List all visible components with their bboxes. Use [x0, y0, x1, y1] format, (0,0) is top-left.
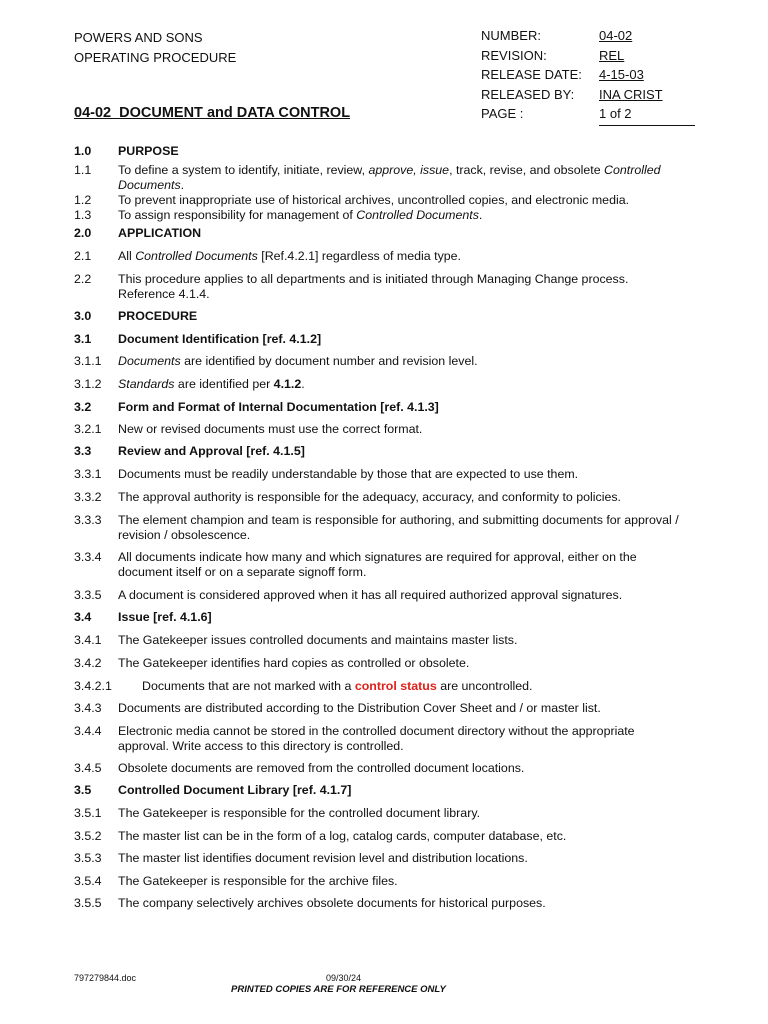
clause-number: 3.4.3: [74, 701, 102, 715]
text-line: All documents indicate how many and which signatures are required for approval, either on the: [118, 550, 637, 564]
text-run: are identified per: [174, 377, 274, 391]
clause-number: 1.3: [74, 208, 92, 222]
clause-text: The company selectively archives obsolete documents for historical purposes.: [118, 896, 546, 910]
release-date-value: 4-15-03: [599, 67, 644, 83]
header-left: [74, 28, 236, 68]
section-title: PROCEDURE: [118, 309, 198, 323]
text-run: To assign responsibility for management of: [118, 208, 357, 222]
text-run-bold: 4.1.2: [273, 377, 302, 391]
clause-number: 1.1: [74, 163, 92, 177]
subsection-number: 3.1: [74, 332, 92, 346]
clause-number: 3.5.3: [74, 851, 102, 865]
number-value: 04-02: [599, 28, 633, 43]
text-run-italic: Controlled Documents: [135, 249, 258, 263]
text-line: revision / obsolescence.: [118, 528, 251, 542]
page-value: 1 of 2: [599, 106, 632, 122]
clause-number: 2.2: [74, 272, 92, 286]
clause-number: 3.4.4: [74, 724, 102, 738]
clause-number: 3.1.1: [74, 354, 102, 368]
text-run: To define a system to identify, initiate, review,: [118, 163, 369, 177]
text-run: are uncontrolled.: [436, 679, 533, 693]
clause-number: 3.3.5: [74, 588, 102, 602]
text-run-italic: approve, issue: [368, 163, 450, 177]
control-status-highlight: control status: [354, 679, 437, 693]
clause-text: [118, 249, 704, 264]
text-run-italic: Controlled Documents: [356, 208, 479, 222]
clause-number: 3.3.4: [74, 550, 102, 564]
text-run: All: [118, 249, 136, 263]
text-run-italic: Controlled: [604, 163, 661, 177]
clause-text: [142, 679, 704, 694]
clause-text: The approval authority is responsible for the adequacy, accuracy, and conformity to policies.: [118, 490, 621, 504]
released-by-field: [481, 87, 695, 107]
header-rule: [599, 125, 695, 126]
section-number: 2.0: [74, 226, 92, 240]
clause-text: [118, 272, 704, 302]
subsection-title: Document Identification [ref. 4.1.2]: [118, 332, 322, 346]
clause-text: [118, 354, 704, 369]
subsection-number: 3.2: [74, 400, 92, 414]
revision-value: REL: [599, 47, 625, 63]
clause-text: [118, 513, 704, 543]
clause-text: Obsolete documents are removed from the controlled document locations.: [118, 761, 525, 775]
text-run: are identified by document number and revision level.: [180, 354, 478, 368]
text-run-italic: Documents: [118, 354, 181, 368]
clause-number: 3.5.5: [74, 896, 102, 910]
clause-text: New or revised documents must use the correct format.: [118, 422, 423, 436]
clause-text: [118, 550, 704, 580]
number-label: NUMBER:: [481, 28, 541, 43]
clause-number: 1.2: [74, 193, 92, 207]
text-run: .: [478, 208, 483, 222]
subsection-title: Form and Format of Internal Documentation [ref. 4.1.3]: [118, 400, 439, 414]
text-line: document itself or on a separate signoff form.: [118, 565, 367, 579]
clause-text: The master list identifies document revision level and distribution locations.: [118, 851, 528, 865]
text-run-italic: Standards: [118, 377, 175, 391]
section-title: PURPOSE: [118, 144, 179, 158]
text-run: , track, revise, and obsolete: [449, 163, 605, 177]
text-line: This procedure applies to all departments and is initiated through Managing Change process.: [118, 272, 629, 286]
clause-text: The Gatekeeper is responsible for the controlled document library.: [118, 806, 481, 820]
clause-number: 3.4.2.1: [74, 679, 112, 693]
clause-number: 3.1.2: [74, 377, 102, 391]
clause-number: 3.2.1: [74, 422, 102, 436]
clause-number: 3.5.4: [74, 874, 102, 888]
subsection-title: Review and Approval [ref. 4.1.5]: [118, 444, 305, 458]
clause-number: 2.1: [74, 249, 92, 263]
released-by-value: INA CRIST: [599, 86, 663, 102]
clause-text: To prevent inappropriate use of historical archives, uncontrolled copies, and electronic media.: [118, 193, 630, 207]
release-date-label: RELEASE DATE:: [481, 67, 582, 83]
clause-number: 3.5.1: [74, 806, 102, 820]
clause-number: 3.3.2: [74, 490, 102, 504]
section-title: APPLICATION: [118, 226, 202, 240]
text-line: Electronic media cannot be stored in the controlled document directory without the appropriate: [118, 724, 635, 738]
text-line: Reference 4.1.4.: [118, 287, 210, 301]
release-date-field: [481, 67, 695, 87]
footer-filename: 797279844.doc: [74, 973, 137, 983]
text-line: The element champion and team is responsible for authoring, and submitting documents for approval /: [118, 513, 679, 527]
section-number: 3.0: [74, 309, 92, 323]
text-run-italic: Documents: [118, 178, 181, 192]
clause-text: The Gatekeeper issues controlled documents and maintains master lists.: [118, 633, 518, 647]
page-label: PAGE :: [481, 106, 524, 122]
text-line: approval. Write access to this directory is controlled.: [118, 739, 404, 753]
clause-number: 3.5.2: [74, 829, 102, 843]
text-run: [Ref.4.2.1] regardless of media type.: [257, 249, 461, 263]
subsection-number: 3.4: [74, 610, 92, 624]
clause-text: [118, 163, 704, 193]
page-field: [481, 106, 695, 126]
section-number: 1.0: [74, 144, 92, 158]
footer-reference-note: PRINTED COPIES ARE FOR REFERENCE ONLY: [231, 984, 446, 995]
text-run: .: [180, 178, 185, 192]
document-title: 04-02 DOCUMENT and DATA CONTROL: [74, 105, 351, 121]
clause-text: The Gatekeeper identifies hard copies as controlled or obsolete.: [118, 656, 470, 670]
header-fields: [481, 28, 695, 126]
text-run: Documents that are not marked with a: [142, 679, 355, 693]
clause-text: Documents must be readily understandable by those that are expected to use them.: [118, 467, 579, 481]
number-field: [481, 28, 695, 48]
subsection-title: Issue [ref. 4.1.6]: [118, 610, 212, 624]
clause-text: The master list can be in the form of a log, catalog cards, computer database, etc.: [118, 829, 567, 843]
clause-text: [118, 377, 704, 392]
clause-text: Documents are distributed according to the Distribution Cover Sheet and / or master list.: [118, 701, 601, 715]
clause-number: 3.4.2: [74, 656, 102, 670]
clause-number: 3.3.1: [74, 467, 102, 481]
clause-number: 3.3.3: [74, 513, 102, 527]
released-by-label: RELEASED BY:: [481, 86, 575, 102]
company-name: POWERS AND SONS: [74, 30, 203, 45]
clause-text: [118, 208, 704, 223]
clause-number: 3.4.5: [74, 761, 102, 775]
text-run: .: [301, 377, 305, 391]
clause-text: [118, 724, 704, 754]
revision-field: [481, 48, 695, 68]
subsection-number: 3.3: [74, 444, 92, 458]
subsection-number: 3.5: [74, 783, 92, 797]
clause-number: 3.4.1: [74, 633, 102, 647]
footer-date: 09/30/24: [326, 973, 362, 983]
clause-text: A document is considered approved when it has all required authorized approval signatures.: [118, 588, 623, 602]
document-type: OPERATING PROCEDURE: [74, 50, 237, 65]
clause-text: The Gatekeeper is responsible for the archive files.: [118, 874, 398, 888]
revision-label: REVISION:: [481, 47, 547, 63]
subsection-title: Controlled Document Library [ref. 4.1.7]: [118, 783, 352, 797]
